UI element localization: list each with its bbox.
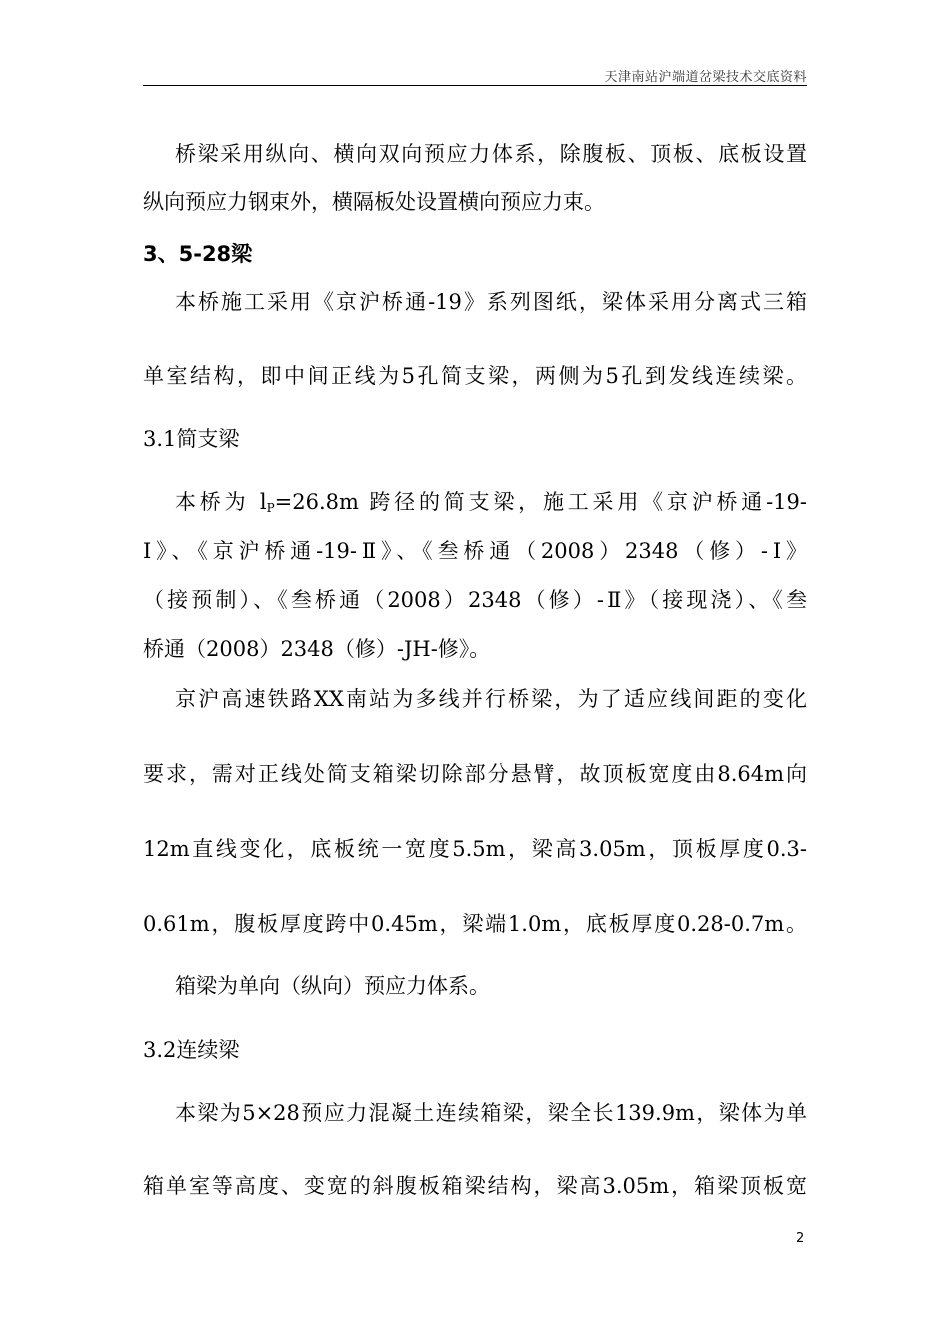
text-line: 0.61m，腹板厚度跨中0.45m，梁端1.0m，底板厚度0.28-0.7m。 — [143, 912, 807, 936]
section-heading: 3、5-28梁 — [143, 242, 253, 266]
header-title: 天津南站沪端道岔梁技术交底资料 — [604, 70, 807, 85]
subsection-heading: 3.2连续梁 — [143, 1038, 240, 1062]
text-span: 本桥为 l — [175, 490, 267, 514]
text-line: （接预制）、《叁桥通（2008）2348（修）-Ⅱ》（接现浇）、《叁 — [143, 588, 807, 612]
text-line: 箱梁为单向（纵向）预应力体系。 — [175, 974, 490, 998]
text-line: 要求，需对正线处简支箱梁切除部分悬臂，故顶板宽度由8.64m向 — [143, 762, 807, 786]
text-line: Ⅰ》、《京沪桥通-19-Ⅱ》、《叁桥通（2008）2348（修）-Ⅰ》 — [143, 539, 807, 563]
text-span: =26.8m 跨径的简支梁，施工采用《京沪桥通-19- — [274, 490, 807, 514]
text-line: 12m直线变化，底板统一宽度5.5m，梁高3.05m，顶板厚度0.3- — [143, 837, 807, 861]
text-line: 本桥施工采用《京沪桥通-19》系列图纸，梁体采用分离式三箱 — [175, 290, 807, 314]
text-line: 本梁为5×28预应力混凝土连续箱梁，梁全长139.9m，梁体为单 — [175, 1101, 807, 1125]
subsection-heading: 3.1简支梁 — [143, 427, 240, 451]
text-line: 京沪高速铁路XX南站为多线并行桥梁，为了适应线间距的变化 — [175, 687, 807, 711]
text-line — [143, 488, 807, 522]
page-number: 2 — [796, 1231, 805, 1246]
text-line: 箱单室等高度、变宽的斜腹板箱梁结构，梁高3.05m，箱梁顶板宽 — [143, 1174, 807, 1198]
text-line: 桥通（2008）2348（修）-JH-修》。 — [143, 637, 491, 661]
text-line: 纵向预应力钢束外，横隔板处设置横向预应力束。 — [143, 190, 605, 214]
text-line: 单室结构，即中间正线为5孔简支梁，两侧为5孔到发线连续梁。 — [143, 364, 807, 388]
header-divider — [143, 85, 807, 86]
text-line: 桥梁采用纵向、横向双向预应力体系，除腹板、顶板、底板设置 — [175, 142, 807, 166]
subscript: P — [266, 501, 275, 515]
